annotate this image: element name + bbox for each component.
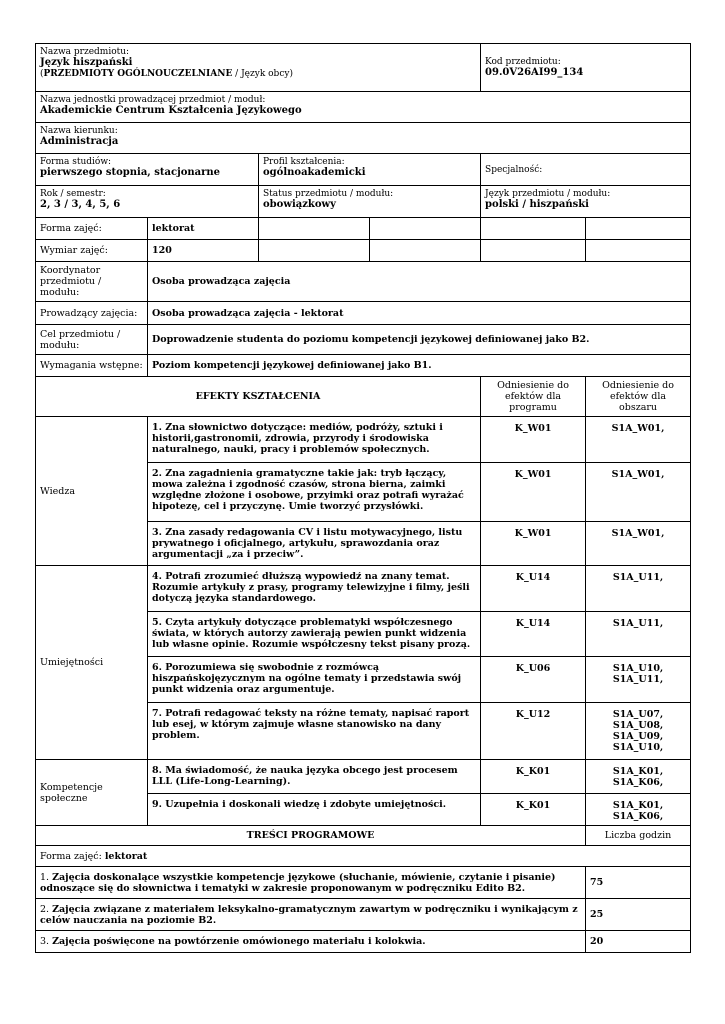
effect-area-code xyxy=(586,703,691,760)
course-code: 09.0V26AI99_134 xyxy=(485,66,584,78)
content-item-num: 1. xyxy=(40,871,53,883)
content-form-label: Forma zajęć: xyxy=(40,850,105,862)
coordinator-value: Osoba prowadząca zajęcia xyxy=(148,262,691,302)
profile-label: Profil kształcenia: xyxy=(263,157,345,167)
content-item-num: 2. xyxy=(40,903,53,915)
course-code-label: Kod przedmiotu: xyxy=(485,56,561,67)
field-value: Administracja xyxy=(40,136,119,147)
effect-program-code: K_U06 xyxy=(481,657,586,703)
effect-program-code: K_W01 xyxy=(481,522,586,566)
effect-item: 3. Zna zasady redagowania CV i listu motywacyjnego, listu prywatnego i oficjalnego, artykułu, sprawozdania oraz argumentacji „za i przeciw”. xyxy=(148,522,481,566)
effect-area-code xyxy=(586,522,691,566)
effects-group-skills: Umiejętności xyxy=(36,566,148,760)
empty-cell xyxy=(586,240,691,262)
lecturer-value: Osoba prowadząca zajęcia - lektorat xyxy=(148,302,691,325)
content-item xyxy=(36,867,586,899)
content-form-value: lektorat xyxy=(104,850,148,862)
course-name-cell xyxy=(36,44,481,92)
effect-program-code: K_U14 xyxy=(481,612,586,657)
lecturer-label: Prowadzący zajęcia: xyxy=(36,302,148,325)
content-header: TREŚCI PROGRAMOWE xyxy=(36,826,586,846)
coordinator-label: Koordynator przedmiotu / modułu: xyxy=(36,262,148,302)
effects-header: EFEKTY KSZTAŁCENIA xyxy=(36,377,481,417)
effect-item: 1. Zna słownictwo dotyczące: mediów, podróży, sztuki i historii,gastronomii, zdrowia, przyrody i środowiska naturalnego, nauki, pracy i problemów społecznych. xyxy=(148,417,481,463)
empty-cell xyxy=(370,240,481,262)
specialty-label: Specjalność: xyxy=(485,164,543,175)
specialty-cell xyxy=(481,154,691,186)
effect-program-code: K_U14 xyxy=(481,566,586,612)
area-code: S1A_U11, xyxy=(612,618,664,629)
requirements-value: Poziom kompetencji językowej definiowanej jako B1. xyxy=(148,355,691,377)
area-code: S1A_K06, xyxy=(612,777,664,788)
effect-program-code: K_K01 xyxy=(481,760,586,794)
language-cell xyxy=(481,186,691,218)
effect-area-code xyxy=(586,463,691,522)
empty-cell xyxy=(481,218,586,240)
effect-area-code xyxy=(586,612,691,657)
course-name: Język hiszpański xyxy=(40,57,133,68)
year-semester-cell xyxy=(36,186,259,218)
area-code: S1A_U10, xyxy=(612,742,664,753)
effect-item: 6. Porozumiewa się swobodnie z rozmówcą hiszpańskojęzycznym na ogólne tematy i przedstawia swój punkt widzenia oraz argumentuje. xyxy=(148,657,481,703)
category-name: PRZEDMIOTY OGÓLNOUCZELNIANE xyxy=(43,69,233,79)
effect-area-code xyxy=(586,760,691,794)
unit-label: Nazwa jednostki prowadzącej przedmiot / moduł: xyxy=(40,95,266,105)
goal-value: Doprowadzenie studenta do poziomu kompetencji językowej definiowanej jako B2. xyxy=(148,325,691,355)
content-item-hours: 75 xyxy=(586,867,691,899)
empty-cell xyxy=(370,218,481,240)
empty-cell xyxy=(259,240,370,262)
study-form-cell xyxy=(36,154,259,186)
area-code: S1A_U10, xyxy=(612,663,664,674)
content-hours-header: Liczba godzin xyxy=(586,826,691,846)
hours-value: 120 xyxy=(148,240,259,262)
area-code: S1A_K01, xyxy=(612,800,664,811)
area-code: S1A_W01, xyxy=(611,469,665,480)
effect-program-code: K_K01 xyxy=(481,794,586,826)
field-of-study-cell xyxy=(36,123,691,154)
effect-area-code xyxy=(586,657,691,703)
profile-cell xyxy=(259,154,481,186)
effects-group-knowledge: Wiedza xyxy=(36,417,148,566)
field-label: Nazwa kierunku: xyxy=(40,126,118,136)
effect-item: 4. Potrafi zrozumieć dłuższą wypowiedź na znany temat. Rozumie artykuły z prasy, programy telewizyjne i filmy, jeśli dotyczą języka standardowego. xyxy=(148,566,481,612)
category-rest: / Język obcy) xyxy=(232,69,293,79)
effect-program-code: K_W01 xyxy=(481,417,586,463)
language-value: polski / hiszpański xyxy=(485,199,589,210)
class-form-label: Forma zajęć: xyxy=(36,218,148,240)
area-code: S1A_K01, xyxy=(612,766,664,777)
year-value: 2, 3 / 3, 4, 5, 6 xyxy=(40,199,121,210)
status-label: Status przedmiotu / modułu: xyxy=(263,189,394,199)
area-code: S1A_U08, xyxy=(612,720,664,731)
content-item xyxy=(36,899,586,931)
content-item-hours: 20 xyxy=(586,931,691,953)
content-item-text: Zajęcia związane z materiałem leksykalno-gramatycznym zawartym w podręczniku i wynikającym z celów nauczania na poziomie B2. xyxy=(40,903,578,926)
hours-label: Wymiar zajęć: xyxy=(36,240,148,262)
effect-area-code xyxy=(586,566,691,612)
effects-program-header: Odniesienie do efektów dla programu xyxy=(481,377,586,417)
effect-item: 9. Uzupełnia i doskonali wiedzę i zdobyte umiejętności. xyxy=(148,794,481,826)
effect-program-code: K_U12 xyxy=(481,703,586,760)
effect-item: 2. Zna zagadnienia gramatyczne takie jak: tryb łączący, mowa zależna i zgodność czasów, strona bierna, zaimki względne złożone i osobowe, przyimki oraz potrafi wyrażać hipotezę, cel i przyczynę. Umie tworzyć przysłówki. xyxy=(148,463,481,522)
area-code: S1A_U09, xyxy=(612,731,664,742)
status-cell xyxy=(259,186,481,218)
course-name-label: Nazwa przedmiotu: xyxy=(40,47,130,57)
goal-label: Cel przedmiotu / modułu: xyxy=(36,325,148,355)
study-form-label: Forma studiów: xyxy=(40,157,112,167)
area-code: S1A_U11, xyxy=(612,572,664,583)
effect-program-code: K_W01 xyxy=(481,463,586,522)
class-form-value: lektorat xyxy=(148,218,259,240)
effect-item: 7. Potrafi redagować teksty na różne tematy, napisać raport lub esej, w którym zajmuje własne stanowisko na dany problem. xyxy=(148,703,481,760)
area-code: S1A_U07, xyxy=(612,709,664,720)
content-item xyxy=(36,931,586,953)
area-code: S1A_U11, xyxy=(612,674,664,685)
content-item-hours: 25 xyxy=(586,899,691,931)
year-label: Rok / semestr: xyxy=(40,189,106,199)
language-label: Język przedmiotu / modułu: xyxy=(485,189,611,199)
content-item-text: Zajęcia poświęcone na powtórzenie omówionego materiału i kolokwia. xyxy=(52,936,426,947)
syllabus-table xyxy=(35,43,691,953)
unit-value: Akademickie Centrum Kształcenia Językowego xyxy=(40,105,302,116)
course-category xyxy=(40,69,476,79)
empty-cell xyxy=(259,218,370,240)
area-code: S1A_W01, xyxy=(611,423,665,434)
area-code: S1A_W01, xyxy=(611,528,665,539)
profile-value: ogólnoakademicki xyxy=(263,167,366,178)
content-form-row xyxy=(36,846,691,867)
unit-cell xyxy=(36,92,691,123)
content-item-text: Zajęcia doskonalące wszystkie kompetencje językowe (słuchanie, mówienie, czytanie i pisanie) odnoszące się do słownictwa i tematyki w zakresie proponowanym w podręczniku Edito B2. xyxy=(40,871,556,894)
content-item-num: 3. xyxy=(40,936,53,947)
effect-area-code xyxy=(586,794,691,826)
area-code: S1A_K06, xyxy=(612,811,664,822)
study-form-value: pierwszego stopnia, stacjonarne xyxy=(40,167,221,178)
effect-item: 5. Czyta artykuły dotyczące problematyki współczesnego świata, w których autorzy zawierają pewien punkt widzenia lub własne opinie. Rozumie współczesny tekst pisany prozą. xyxy=(148,612,481,657)
empty-cell xyxy=(586,218,691,240)
status-value: obowiązkowy xyxy=(263,199,336,210)
empty-cell xyxy=(481,240,586,262)
category-paren: ( xyxy=(40,69,44,79)
effects-area-header: Odniesienie do efektów dla obszaru xyxy=(586,377,691,417)
effects-group-social: Kompetencje społeczne xyxy=(36,760,148,826)
effect-area-code xyxy=(586,417,691,463)
requirements-label: Wymagania wstępne: xyxy=(36,355,148,377)
course-code-cell xyxy=(481,44,691,92)
effect-item: 8. Ma świadomość, że nauka języka obcego jest procesem LLL (Life-Long-Learning). xyxy=(148,760,481,794)
